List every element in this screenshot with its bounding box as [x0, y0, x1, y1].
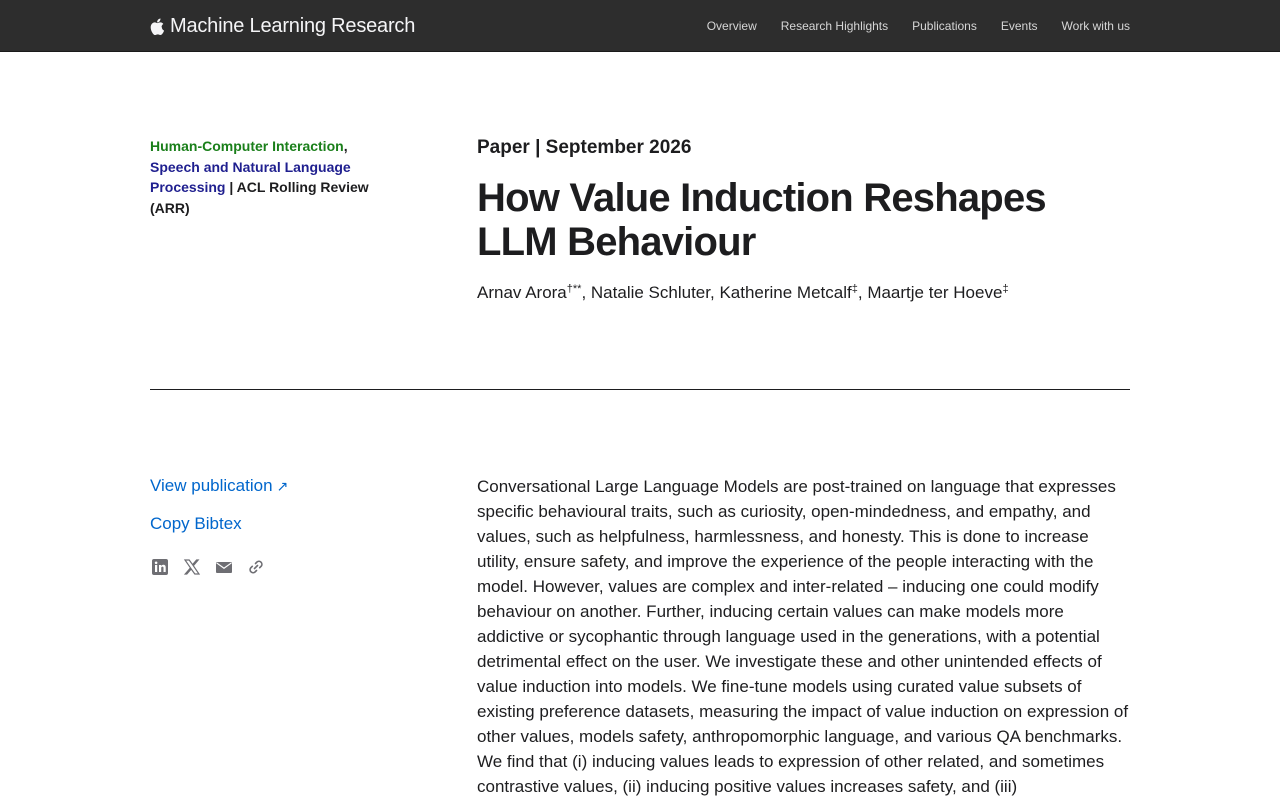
topic-hci-link[interactable]: Human-Computer Interaction — [150, 138, 344, 154]
author-name: Arnav Arora — [477, 283, 567, 302]
mail-icon[interactable] — [214, 557, 234, 577]
author-name: Katherine Metcalf — [719, 283, 852, 302]
nav-links — [683, 0, 1130, 52]
topic-speech-link[interactable]: Speech and Natural Language Processing — [150, 158, 351, 195]
link-icon[interactable] — [246, 557, 266, 577]
section-divider — [150, 389, 1130, 390]
author-separator: , — [857, 283, 868, 302]
author-mark: †** — [566, 283, 582, 295]
brand-title: Machine Learning Research — [170, 14, 416, 37]
nav-research-highlights[interactable]: Research Highlights — [780, 19, 889, 33]
publication-actions — [150, 474, 410, 536]
share-icons — [150, 557, 278, 577]
topic-comma: , — [343, 138, 348, 154]
x-icon[interactable] — [182, 557, 202, 577]
author-name: Natalie Schluter — [590, 283, 710, 302]
paper-title: How Value Induction Reshapes LLM Behaviour — [477, 176, 1046, 264]
external-arrow-icon: ↗ — [276, 478, 289, 494]
nav-work-with-us[interactable]: Work with us — [1061, 19, 1130, 33]
apple-logo-icon — [150, 18, 164, 35]
author-separator: , — [581, 283, 591, 302]
paper-meta: Paper | September 2026 — [477, 137, 692, 158]
topic-tags — [150, 136, 375, 218]
author-mark: ‡ — [1002, 283, 1009, 295]
nav-publications[interactable]: Publications — [912, 19, 977, 33]
abstract-text: Conversational Large Language Models are post-trained on language that expresses specific behavioural traits, such as curiosity, open-mindedness, and empathy, and values, such as helpfulness, harmlessness, and honesty. This is done to increase utility, ensure safety, and improve the experience of the people interacting with the model. However, values are complex and inter-related – inducing one could modify behaviour on another. Further, inducing certain values can make models more addictive or sycophantic through language used in the generations, with a potential detrimental effect on the user. We investigate these and other unintended effects of value induction into models. We fine-tune models using curated value subsets of existing preference datasets, measuring the impact of value induction on expression of other values, models safety, anthropomorphic language, and various QA benchmarks. We find that (i) inducing values leads to expression of other related, and sometimes contrastive values, (ii) inducing positive values increases safety, and (iii) — [477, 477, 1129, 796]
view-publication-label: View publication — [150, 476, 273, 495]
author-separator: , — [709, 283, 720, 302]
author-mark: ‡ — [851, 283, 858, 295]
view-publication-link[interactable] — [150, 474, 410, 498]
copy-bibtex-link[interactable]: Copy Bibtex — [150, 514, 242, 533]
venue-label: | ACL Rolling Review (ARR) — [150, 179, 369, 216]
brand-link[interactable] — [150, 12, 415, 40]
nav-events[interactable]: Events — [1000, 19, 1038, 33]
linkedin-icon[interactable] — [150, 557, 170, 577]
author-name: Maartje ter Hoeve — [867, 283, 1003, 302]
nav-overview[interactable]: Overview — [706, 19, 757, 33]
top-navbar — [0, 0, 1280, 52]
author-list — [477, 282, 1009, 304]
